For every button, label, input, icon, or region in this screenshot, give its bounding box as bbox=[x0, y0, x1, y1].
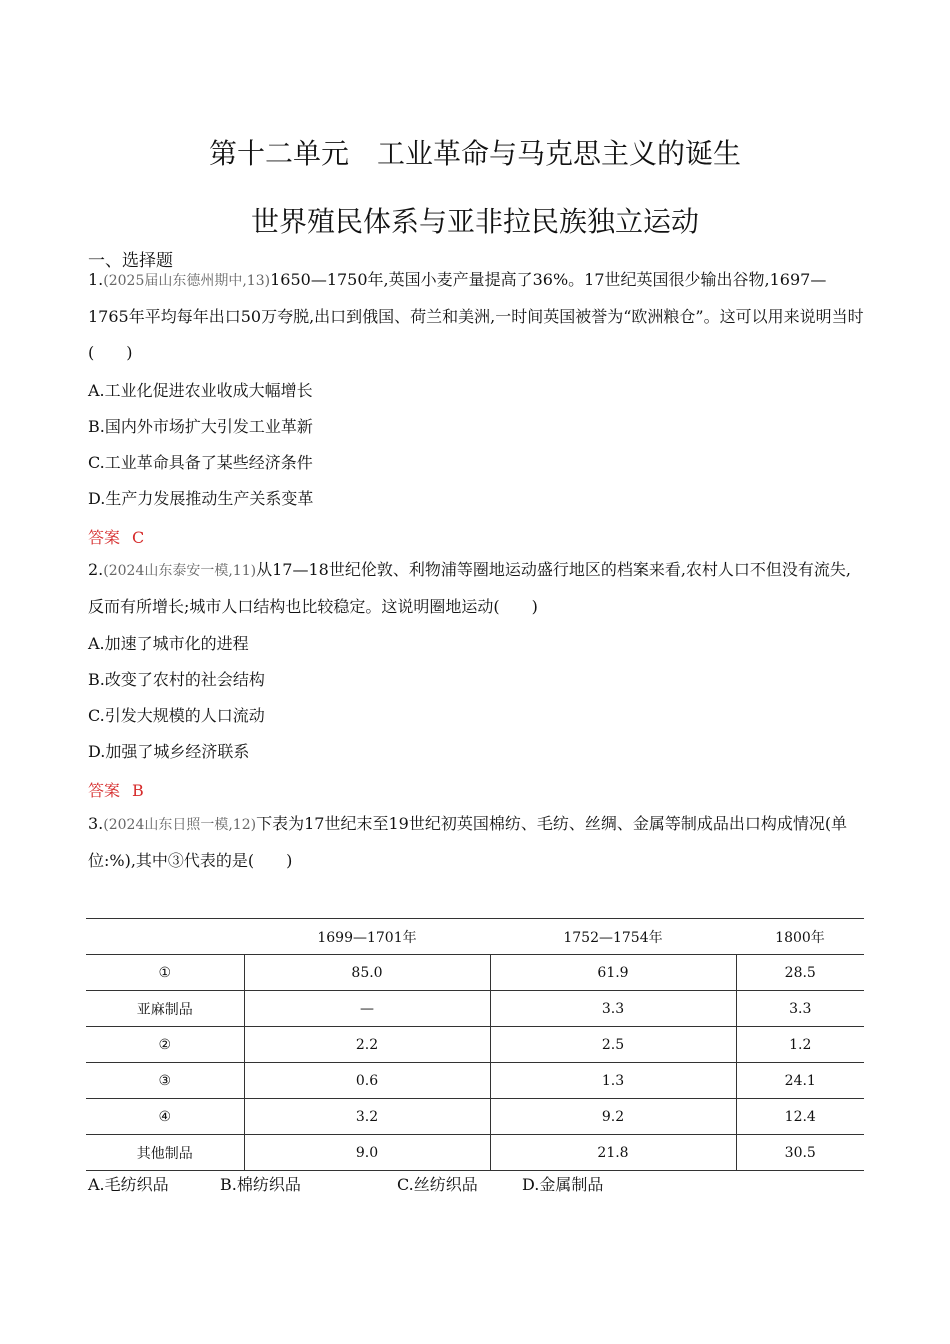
table-cell: ① bbox=[86, 955, 244, 991]
table-header-cell: 1800年 bbox=[736, 919, 864, 955]
table-header-cell: 1699—1701年 bbox=[244, 919, 490, 955]
table-cell: ③ bbox=[86, 1063, 244, 1099]
table-cell: 1.3 bbox=[490, 1063, 736, 1099]
table-cell: 28.5 bbox=[736, 955, 864, 991]
table-cell: 2.5 bbox=[490, 1027, 736, 1063]
q3-option-a: A.毛纺织品 bbox=[88, 1175, 169, 1194]
table-cell: ② bbox=[86, 1027, 244, 1063]
question-number: 2. bbox=[88, 560, 104, 579]
question-number: 3. bbox=[88, 814, 104, 833]
table-cell: 2.2 bbox=[244, 1027, 490, 1063]
q1-answer bbox=[88, 525, 144, 548]
answer-value: C bbox=[132, 528, 145, 547]
question-text: 1650—1750年,英国小麦产量提高了36%。17世纪英国很少输出谷物,1697—1765年平均每年出口50万夸脱,出口到俄国、荷兰和美洲,一时间英国被誉为“欧洲粮仓”。这可以用来说明当时( ) bbox=[88, 270, 864, 362]
table-header-cell bbox=[86, 919, 244, 955]
q1-option-c: C.工业革命具备了某些经济条件 bbox=[88, 453, 313, 472]
table-cell: 9.0 bbox=[244, 1135, 490, 1171]
question-3 bbox=[88, 806, 866, 879]
question-text: 从17—18世纪伦敦、利物浦等圈地运动盛行地区的档案来看,农村人口不但没有流失,反而有所增长;城市人口结构也比较稳定。这说明圈地运动( ) bbox=[88, 560, 851, 616]
answer-label: 答案 bbox=[88, 528, 121, 547]
q2-option-b: B.改变了农村的社会结构 bbox=[88, 670, 265, 689]
answer-label: 答案 bbox=[88, 781, 121, 800]
answer-value: B bbox=[132, 781, 144, 800]
table-row bbox=[86, 955, 864, 991]
question-source: (2024山东日照一模,12) bbox=[103, 817, 257, 833]
question-source: (2025届山东德州期中,13) bbox=[103, 273, 271, 289]
export-table bbox=[86, 918, 864, 1171]
table-header-cell: 1752—1754年 bbox=[490, 919, 736, 955]
question-text: 下表为17世纪末至19世纪初英国棉纺、毛纺、丝绸、金属等制成品出口构成情况(单位:%),其中③代表的是( ) bbox=[88, 814, 848, 870]
table-cell: 0.6 bbox=[244, 1063, 490, 1099]
table-row bbox=[86, 991, 864, 1027]
table-cell: — bbox=[244, 991, 490, 1027]
q1-option-b: B.国内外市场扩大引发工业革新 bbox=[88, 417, 313, 436]
table-cell: 12.4 bbox=[736, 1099, 864, 1135]
table-row bbox=[86, 1135, 864, 1171]
unit-subtitle: 世界殖民体系与亚非拉民族独立运动 bbox=[250, 205, 699, 238]
table-row bbox=[86, 1099, 864, 1135]
table-cell: 21.8 bbox=[490, 1135, 736, 1171]
table-cell: 1.2 bbox=[736, 1027, 864, 1063]
q2-option-a: A.加速了城市化的进程 bbox=[88, 634, 249, 653]
table-cell: 61.9 bbox=[490, 955, 736, 991]
table-cell: ④ bbox=[86, 1099, 244, 1135]
q3-option-c: C.丝纺织品 bbox=[397, 1175, 478, 1194]
section-heading: 一、选择题 bbox=[88, 251, 173, 271]
question-1 bbox=[88, 262, 866, 371]
question-number: 1. bbox=[88, 270, 104, 289]
question-2 bbox=[88, 552, 866, 625]
q1-option-a: A.工业化促进农业收成大幅增长 bbox=[88, 381, 313, 400]
table-header-row bbox=[86, 919, 864, 955]
q3-option-d: D.金属制品 bbox=[522, 1175, 604, 1194]
table-row bbox=[86, 1027, 864, 1063]
unit-title: 第十二单元 工业革命与马克思主义的诞生 bbox=[208, 137, 741, 170]
table-cell: 30.5 bbox=[736, 1135, 864, 1171]
table-cell: 亚麻制品 bbox=[86, 991, 244, 1027]
q1-option-d: D.生产力发展推动生产关系变革 bbox=[88, 489, 314, 508]
table-cell: 85.0 bbox=[244, 955, 490, 991]
q2-option-c: C.引发大规模的人口流动 bbox=[88, 706, 265, 725]
table-cell: 9.2 bbox=[490, 1099, 736, 1135]
table-cell: 24.1 bbox=[736, 1063, 864, 1099]
table-cell: 其他制品 bbox=[86, 1135, 244, 1171]
q2-answer bbox=[88, 778, 144, 801]
q2-option-d: D.加强了城乡经济联系 bbox=[88, 742, 250, 761]
question-source: (2024山东泰安一模,11) bbox=[103, 563, 257, 579]
q3-option-b: B.棉纺织品 bbox=[220, 1175, 301, 1194]
table-cell: 3.2 bbox=[244, 1099, 490, 1135]
table-cell: 3.3 bbox=[736, 991, 864, 1027]
table-cell: 3.3 bbox=[490, 991, 736, 1027]
table-row bbox=[86, 1063, 864, 1099]
